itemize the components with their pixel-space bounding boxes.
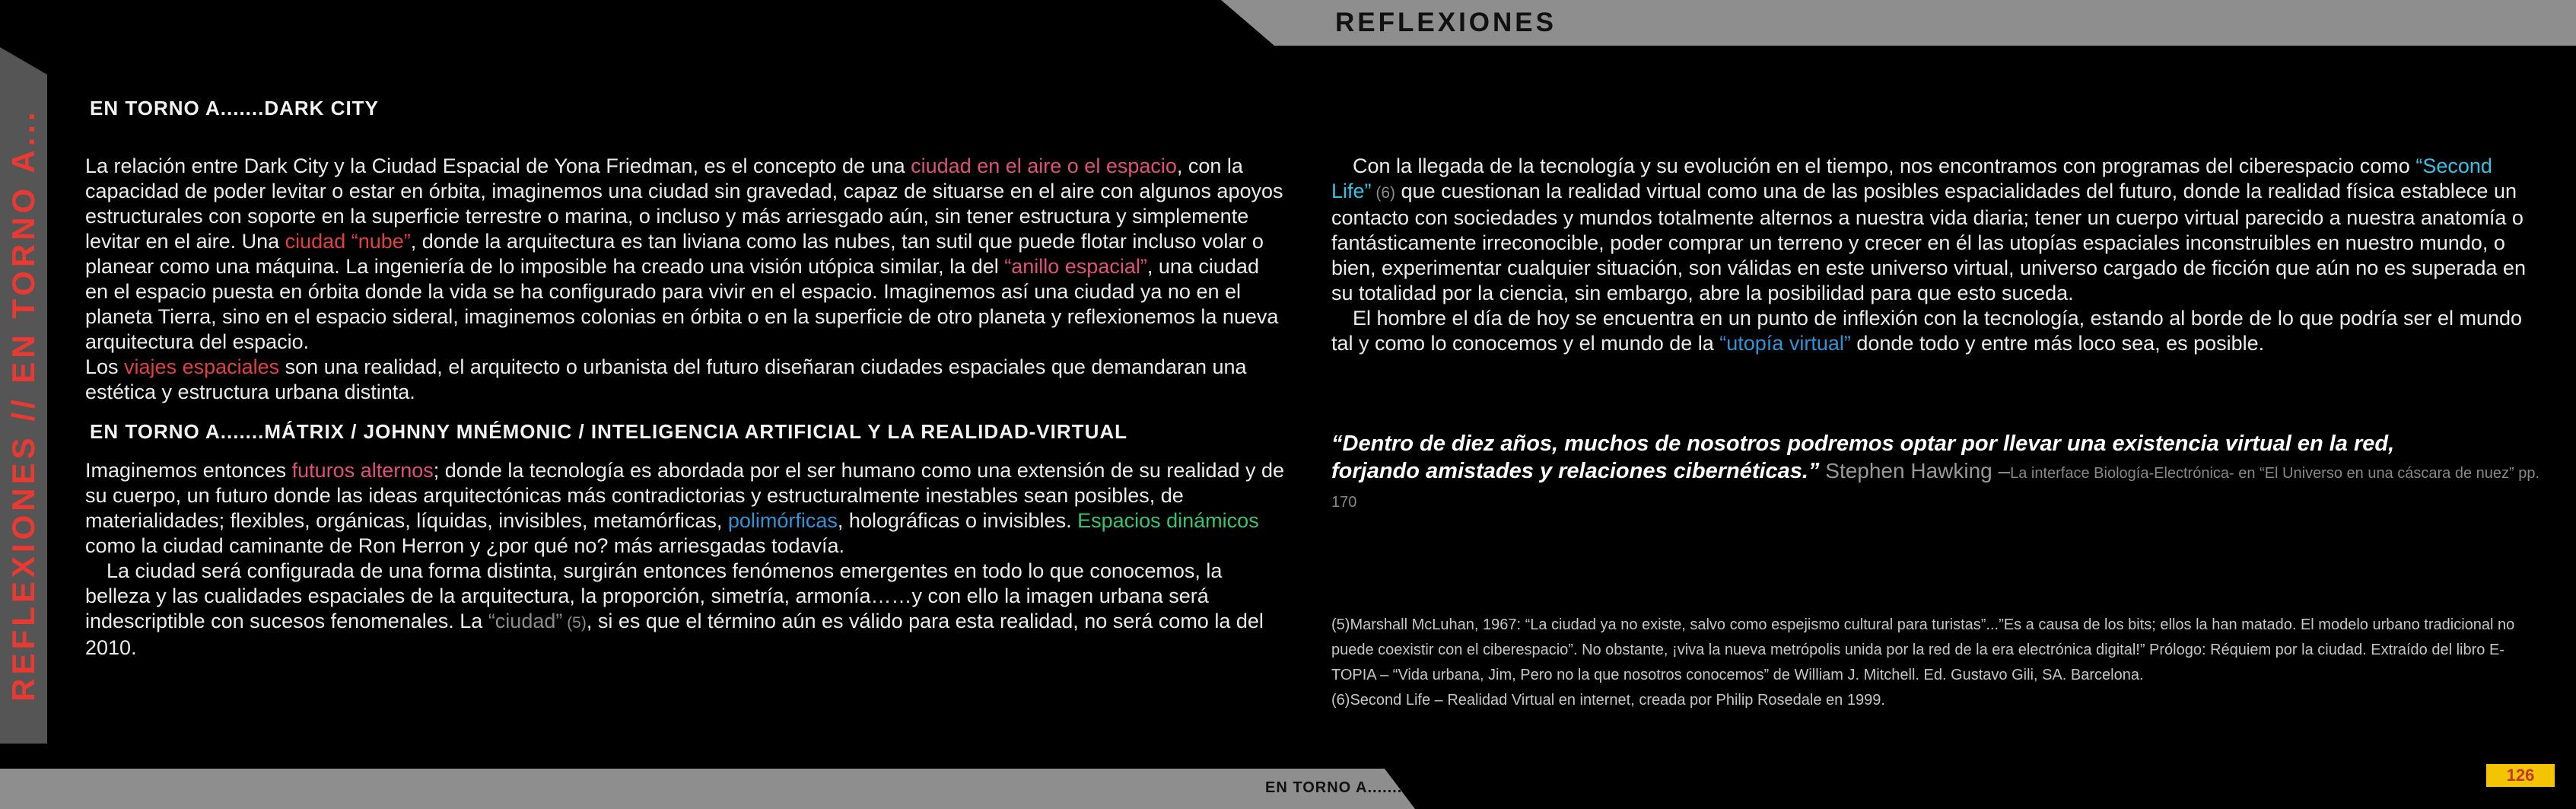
section-title: REFLEXIONES [1335, 8, 1557, 37]
right-column-block [1331, 154, 2526, 356]
footer-section-label: EN TORNO A....... [1265, 779, 1403, 796]
highlight-second-life: “Second Life” [1331, 154, 2492, 202]
quote-source: La interface Biología-Electrónica- en “El Universo en una cáscara de nuez” pp. 170 [1331, 465, 2540, 511]
footnote-5: (5)Marshall McLuhan, 1967: “La ciudad ya no existe, salvo como espejismo cultural para turistas”...”Es a causa de los bits; ellos la han matado. El modelo urbano tradicional no puede coexistir con el ciberespacio”. No obstante, ¡viva la nueva metrópolis unida por la red de la era electrónica digital!” Prólogo: Réquiem por la ciudad. Extraído del libro E-TOPIA – “Vida urbana, Jim, Pero no la que nosotros conocemos” de William J. Mitchell. Ed. Gustavo Gili, SA. Barcelona. [1331, 616, 2515, 683]
quote-line-2: forjando amistades y relaciones cibernéticas.” Stephen Hawking –La interface Biología-Electrónica- en “El Universo en una cáscara de nuez” pp. 170 [1331, 459, 2540, 511]
left-column-block-2 [85, 458, 1287, 661]
highlight-espacios-dinamicos: Espacios dinámicos [1077, 509, 1259, 532]
highlight-polimorficas: polimórficas [727, 509, 838, 532]
page-number: 126 [2486, 764, 2555, 787]
quote-line-1: “Dentro de diez años, muchos de nosotros podremos optar por llevar una existencia virtual en la red, [1331, 432, 2395, 456]
paragraph-second-life: Con la llegada de la tecnología y su evolución en el tiempo, nos encontramos con programas del ciberespacio como “Second Life” (6) que cuestionan la realidad virtual como una de las posibles espacialidades del futuro, donde la realidad física establece un contacto con sociedades y mundos totalmente alternos a nuestra vida diaria; tener un cuerpo virtual parecido a nuestra anatomía o fantásticamente irreconocible, poder comprar un terreno y crecer en él las utopías espaciales inconstruibles en nuestro mundo, o bien, experimentar cualquier situación, son válidas en este universo virtual, universo cargado de ficción que aún no es superada en su totalidad por la ciencia, sin embargo, abre la posibilidad para que esto suceda. [1331, 154, 2526, 304]
footer-band [0, 769, 1415, 809]
paragraph-ciudad-configurada: La ciudad será configurada de una forma distinta, surgirán entonces fenómenos emergentes en todo lo que conocemos, la belleza y las cualidades espaciales de la arquitectura, la proporción, simetría, armonía……y con ello la imagen urbana será indescriptible con sucesos fenomenales. La “ciudad” (5), si es que el término aún es válido para esta realidad, no será como la del 2010. [85, 559, 1264, 659]
footnote-ref-6: (6) [1371, 184, 1396, 202]
highlight-viajes-espaciales: viajes espaciales [124, 355, 280, 378]
paragraph-viajes: Los viajes espaciales son una realidad, el arquitecto o urbanista del futuro diseñaran ciudades espaciales que demandaran una estética y estructura urbana distinta. [85, 355, 1247, 403]
highlight-anillo-espacial: “anillo espacial” [1004, 255, 1147, 278]
paragraph-dark-city: La relación entre Dark City y la Ciudad Espacial de Yona Friedman, es el concepto de una ciudad en el aire o el espacio, con la capacidad de poder levitar o estar en órbita, imaginemos una ciudad sin gravedad, capaz de situarse en el aire con algunos apoyos estructurales con soporte en la superficie terrestre o marina, o incluso y más arriesgado aún, sin tener estructura y simplemente levitar en el aire. Una ciudad “nube”, donde la arquitectura es tan liviana como las nubes, tan sutil que puede flotar incluso volar o planear como una máquina. La ingeniería de lo imposible ha creado una visión utópica similar, la del “anillo espacial”, una ciudad en el espacio puesta en órbita donde la vida se ha configurado para vivir en el espacio. Imaginemos así una ciudad ya no en el planeta Tierra, sino en el espacio sideral, imaginemos colonias en órbita o en la superficie de otro planeta y reflexionemos la nueva arquitectura del espacio. [85, 154, 1283, 353]
footnotes [1331, 613, 2533, 713]
highlight-utopia-virtual: “utopía virtual” [1719, 332, 1851, 355]
highlight-futuros-alternos: futuros alternos [291, 459, 434, 482]
highlight-ciudad-aire: ciudad en el aire o el espacio [911, 154, 1177, 177]
hawking-quote [1331, 431, 2549, 516]
heading-matrix: EN TORNO A.......MÁTRIX / JOHNNY MNÉMONIC / INTELIGENCIA ARTIFICIAL Y LA REALIDAD-VIRTUAL [90, 420, 1128, 443]
sidebar-vertical-title [0, 47, 47, 744]
left-column-block-1 [85, 154, 1287, 405]
paragraph-futuros: Imaginemos entonces futuros alternos; donde la tecnología es abordada por el ser humano como una extensión de su realidad y de su cuerpo, un futuro donde las ideas arquitectónicas más contradictorias y estructuralmente inestables sean posibles, de materialidades; flexibles, orgánicas, líquidas, invisibles, metamórficas, polimórficas, holográficas o invisibles. Espacios dinámicos como la ciudad caminante de Ron Herron y ¿por qué no? más arriesgadas todavía. [85, 459, 1285, 557]
paragraph-utopia-virtual: El hombre el día de hoy se encuentra en un punto de inflexión con la tecnología, estando al borde de lo que podría ser el mundo tal y como lo conocemos y el mundo de la “utopía virtual” donde todo y entre más loco sea, es posible. [1331, 307, 2523, 355]
footnote-ref-5: (5) [562, 614, 587, 632]
footnote-6: (6)Second Life – Realidad Virtual en internet, creada por Philip Rosedale en 1999. [1331, 692, 1885, 709]
highlight-ciudad-nube: ciudad “nube” [285, 230, 411, 253]
heading-dark-city: EN TORNO A.......DARK CITY [90, 97, 379, 119]
quote-author: Stephen Hawking – [1819, 459, 2011, 483]
sidebar-text: REFLEXIONES // EN TORNO A... [5, 108, 41, 702]
highlight-ciudad: “ciudad” [488, 610, 563, 632]
